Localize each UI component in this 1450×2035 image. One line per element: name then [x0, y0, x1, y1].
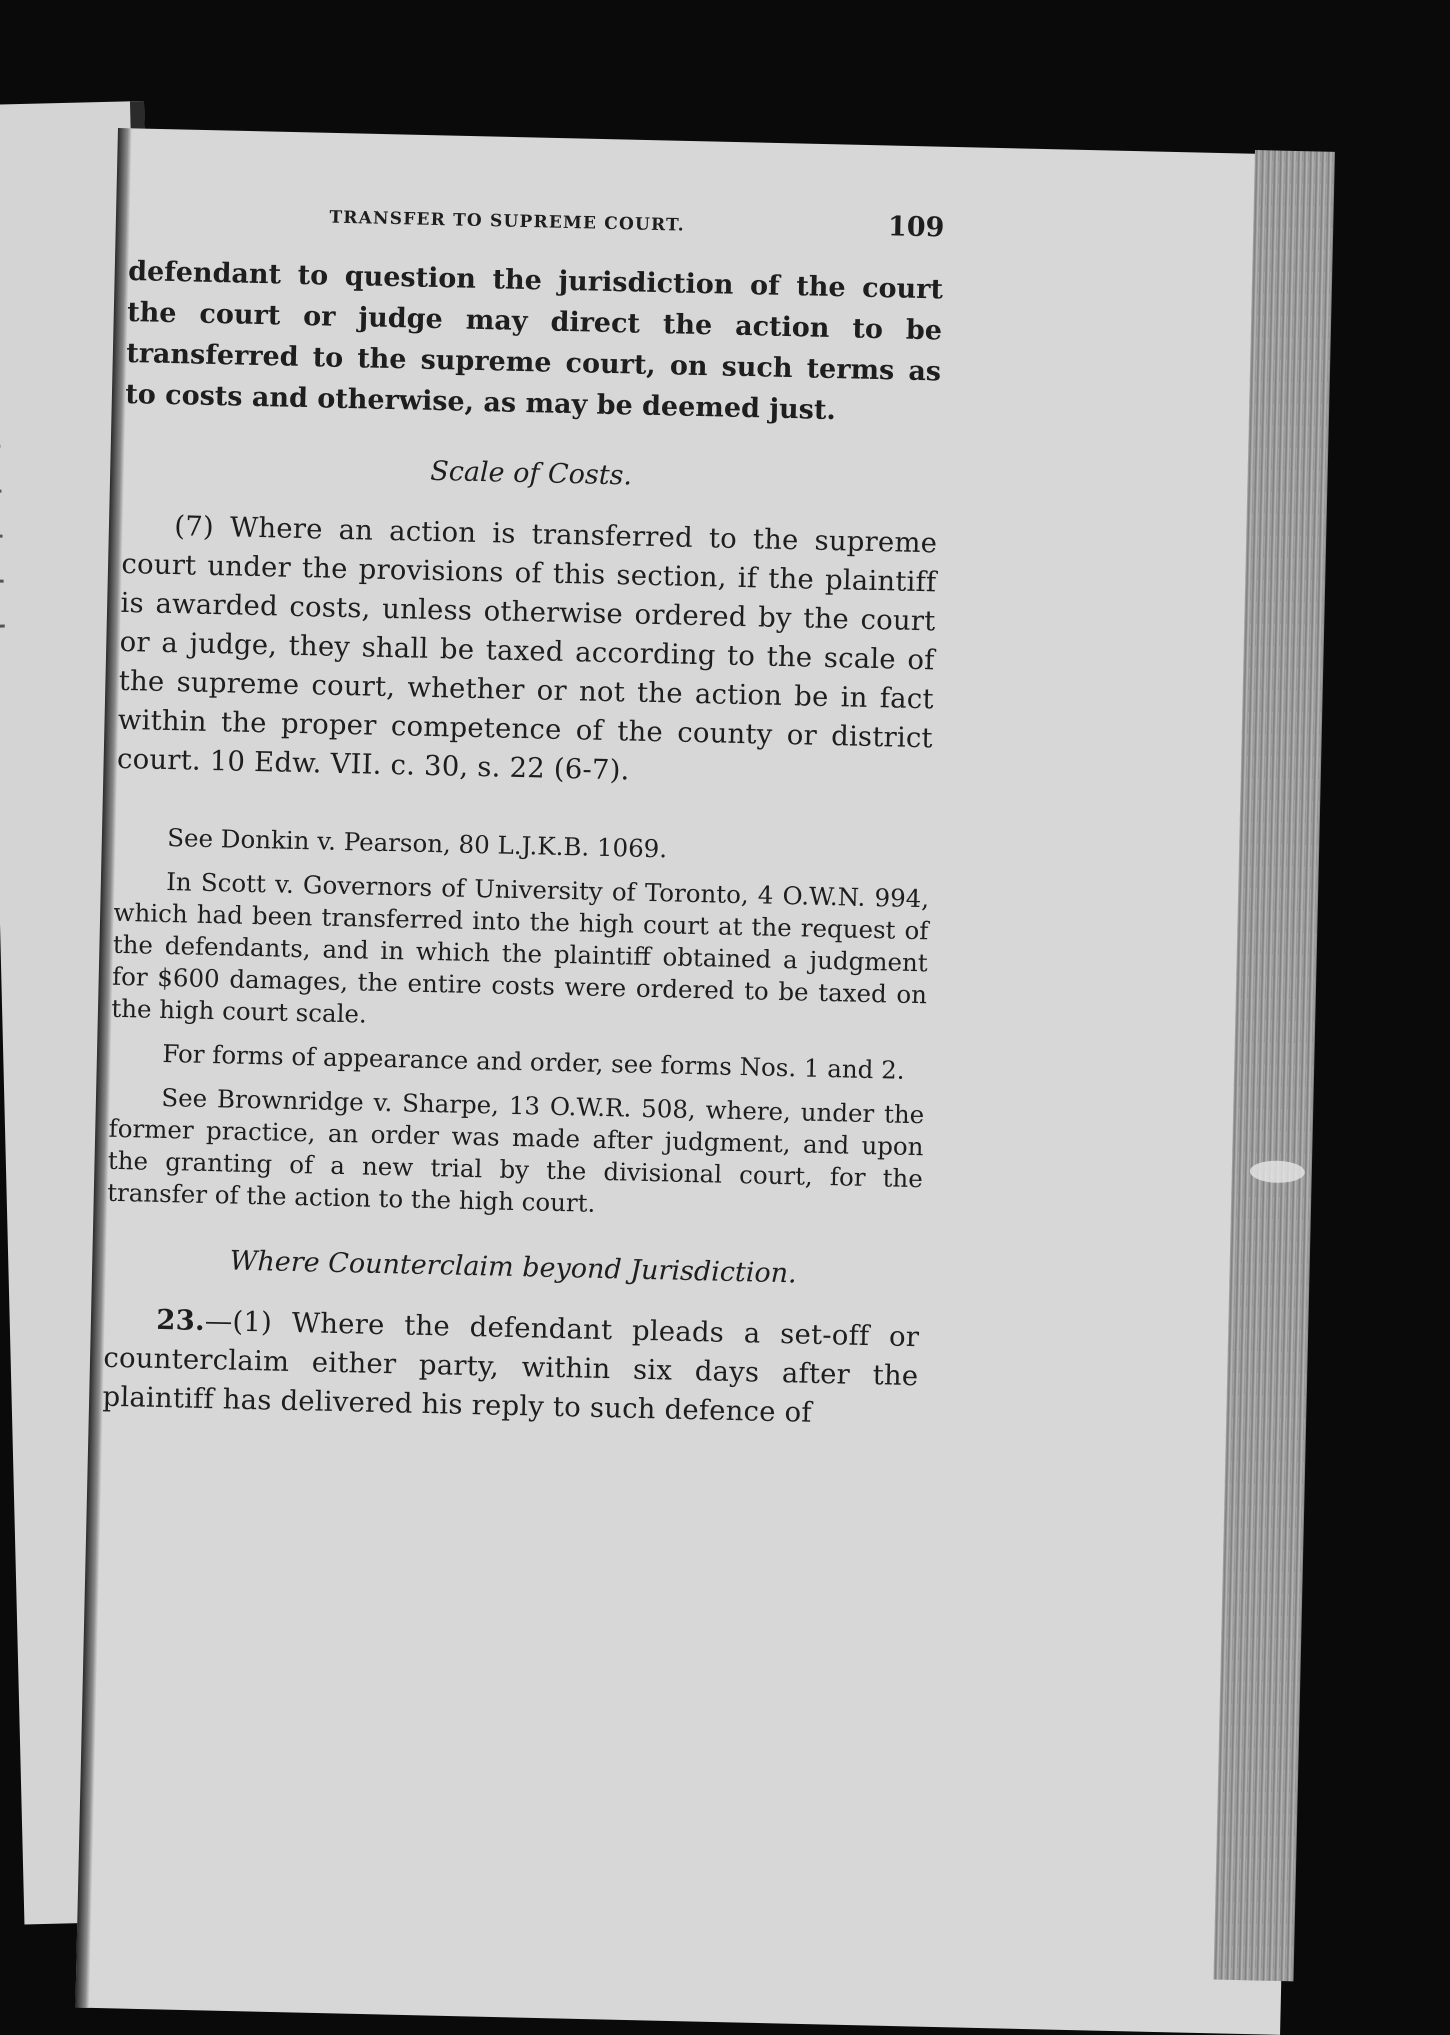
facing-page-mark	[0, 490, 1, 493]
section-7: (7) Where an action is transferred to the supreme court under the provisions of this section, if the plaintiff is awarded costs, unless otherwise ordered by the court or a judge, they shall be taxed according to the scale of the supreme court, whether or not the action be in fact within the proper competence of the county or district court. 10 Edw. VII. c. 30, s. 22 (6-7).	[117, 506, 938, 797]
page-text	[102, 190, 945, 1435]
section-23	[102, 1300, 919, 1435]
facing-page-mark	[0, 580, 4, 583]
annotations	[107, 821, 931, 1227]
facing-page-mark	[0, 535, 3, 538]
note-donkin: See Donkin v. Pearson, 80 L.J.K.B. 1069.	[115, 821, 931, 871]
fore-edge-blot	[1250, 1160, 1305, 1183]
page-number: 109	[888, 207, 945, 247]
note-brownridge: See Brownridge v. Sharpe, 13 O.W.R. 508, where, under the former practice, an order was made after judgment, and upon the granting of a new trial by the divisional court, for the transfer of the action to the high court.	[107, 1081, 925, 1227]
heading-scale-of-costs: Scale of Costs.	[123, 445, 939, 502]
note-forms: For forms of appearance and order, see forms Nos. 1 and 2.	[110, 1037, 926, 1087]
note-scott: In Scott v. Governors of University of Toronto, 4 O.W.N. 994, which had been transferred into the high court at the request of the defendants, and in which the plaintiff obtained a judgment for $600 damages, the entire costs were ordered to be taxed on the high court scale.	[111, 865, 929, 1043]
heading-counterclaim: Where Counterclaim beyond Jurisdiction.	[105, 1239, 921, 1296]
facing-page-mark	[0, 625, 5, 628]
section-23-text: —(1) Where the defendant pleads a set-off or counterclaim either party, within six days after the plaintiff has delivered his reply to such defence of	[102, 1305, 919, 1429]
running-title: TRANSFER TO SUPREME COURT.	[329, 199, 685, 246]
continued-paragraph: defendant to question the jurisdiction of the court the court or judge may direct the action to be transferred to the supreme court, on such terms as to costs and otherwise, as may be deemed just.	[125, 251, 944, 433]
section-23-number: 23.	[156, 1304, 205, 1337]
